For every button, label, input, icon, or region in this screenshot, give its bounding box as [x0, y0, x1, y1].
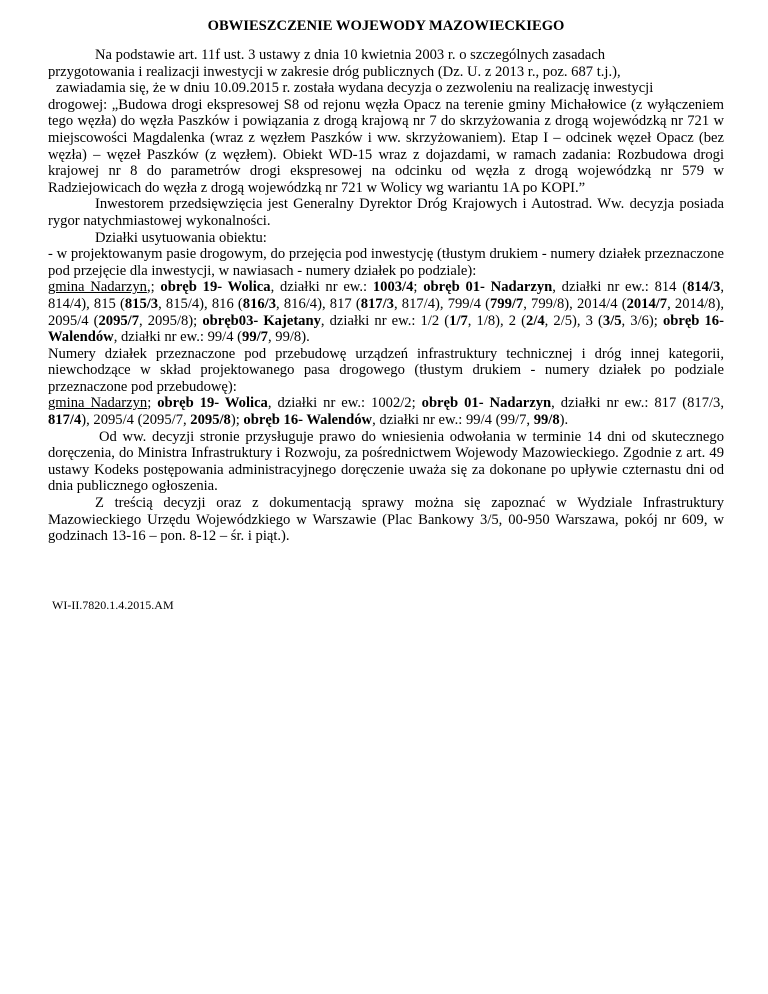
- decision-notice-line: zawiadamia się, że w dniu 10.09.2015 r. została wydana decyzja o zezwoleniu na realizację inwestycji: [56, 80, 654, 97]
- precinct-name: obręb 19- Wolica: [160, 279, 271, 296]
- precinct-name: obręb 01- Nadarzyn: [421, 395, 552, 412]
- contact-paragraph: Z treścią decyzji oraz z dokumentacją sprawy można się zapoznać w Wydziale Infrastruktury Mazowieckiego Urzędu Wojewódzkiego w Warszawie (Plac Bankowy 3/5, 00-950 Warszawa, pokój nr 609, w godzinach 13-16 – pon. 8-12 – śr. i piąt.).: [48, 495, 724, 545]
- legal-basis-line: przygotowania i realizacji inwestycji w zakresie dróg publicznych (Dz. U. z 2013 r., poz. 687 t.j.),: [48, 63, 621, 80]
- case-reference: WI-II.7820.1.4.2015.AM: [52, 598, 174, 612]
- investment-description: drogowej: „Budowa drogi ekspresowej S8 od rejonu węzła Opacz na terenie gminy Michałowice (z wyłączeniem tego węzła) do węzła Paszków i powiązania z drogą krajową nr 7 do skrzyżowania z drogą wojewódzką nr 721 w miejscowości Magdalenka (wraz z węzłem Paszków i ww. skrzyżowaniem). Etap I – odcinek węzeł Opacz (bez węzła) – węzeł Paszków (z węzłem). Obiekt WD-15 wraz z dojazdami, w ramach zadania: Rozbudowa drogi krajowej nr 8 do parametrów drogi ekspresowej na odcinku od węzła z drogą wojewódzką nr 579 w Radziejowicach do węzła z drogą wojewódzką nr 721 w Wolicy wg wariantu 1A po KOPI.”: [48, 96, 724, 196]
- precinct-name: obręb 19- Wolica: [157, 395, 268, 412]
- precinct-name: obręb 16- Walendów: [48, 312, 724, 346]
- document-page: [48, 18, 724, 545]
- document-title: OBWIESZCZENIE WOJEWODY MAZOWIECKIEGO: [207, 18, 565, 34]
- road-lane-plots-intro: - w projektowanym pasie drogowym, do przejęcia pod inwestycję (tłustym drukiem - numery działek przeznaczone pod przejęcie dla inwestycji, w nawiasach - numery działek po podziale):: [48, 246, 724, 279]
- precinct-name: obręb 01- Nadarzyn: [423, 279, 553, 296]
- investor-paragraph: Inwestorem przedsięwzięcia jest Generalny Dyrektor Dróg Krajowych i Autostrad. Ww. decyzja posiada rygor natychmiastowej wykonalności.: [48, 196, 724, 229]
- municipality-name: gmina Nadarzyn: [48, 395, 148, 412]
- precinct-name: obręb03- Kajetany: [202, 312, 321, 329]
- plots-heading: Działki usytuowania obiektu:: [95, 229, 267, 246]
- reconstruction-plots-list: gmina Nadarzyn; obręb 19- Wolica, działki nr ew.: 1002/2; obręb 01- Nadarzyn, działki nr ew.: 817 (817/3, 817/4), 2095/4 (2095/7, 2095/8); obręb 16- Walendów, działki nr ew.: 99/4 (99/7, 99/8).: [48, 395, 725, 429]
- reconstruction-plots-intro: Numery działek przeznaczone pod przebudowę urządzeń infrastruktury technicznej i dróg innej kategorii, niewchodzące w skład projektowanego pasa drogowego (tłustym drukiem - numery działek po podziale przeznaczone pod przebudowę):: [48, 345, 724, 395]
- road-lane-plots-list: gmina Nadarzyn,; obręb 19- Wolica, działki nr ew.: 1003/4; obręb 01- Nadarzyn, działki nr ew.: 814 (814/3, 814/4), 815 (815/3, 815/4), 816 (816/3, 816/4), 817 (817/3, 817/4), 799/4 (799/7, 799/8), 2014/4 (2014/7, 2014/8), 2095/4 (2095/7, 2095/8); obręb03- Kajetany, działki nr ew.: 1/2 (1/7, 1/8), 2 (2/4, 2/5), 3 (3/5, 3/6); obręb 16- Walendów, działki nr ew.: 99/4 (99/7, 99/8).: [48, 279, 724, 346]
- municipality-name: gmina Nadarzyn: [48, 279, 147, 296]
- legal-basis-line: Na podstawie art. 11f ust. 3 ustawy z dnia 10 kwietnia 2003 r. o szczególnych zasadach: [95, 47, 606, 63]
- precinct-name: obręb 16- Walendów: [243, 412, 373, 429]
- appeal-paragraph: Od ww. decyzji stronie przysługuje prawo do wniesienia odwołania w terminie 14 dni od skutecznego doręczenia, do Ministra Infrastruktury i Rozwoju, za pośrednictwem Wojewody Mazowieckiego. Zgodnie z art. 49 ustawy Kodeks postępowania administracyjnego doręczenie uważa się za dokonane po upływie czternastu dni od dnia publicznego ogłoszenia.: [48, 428, 724, 495]
